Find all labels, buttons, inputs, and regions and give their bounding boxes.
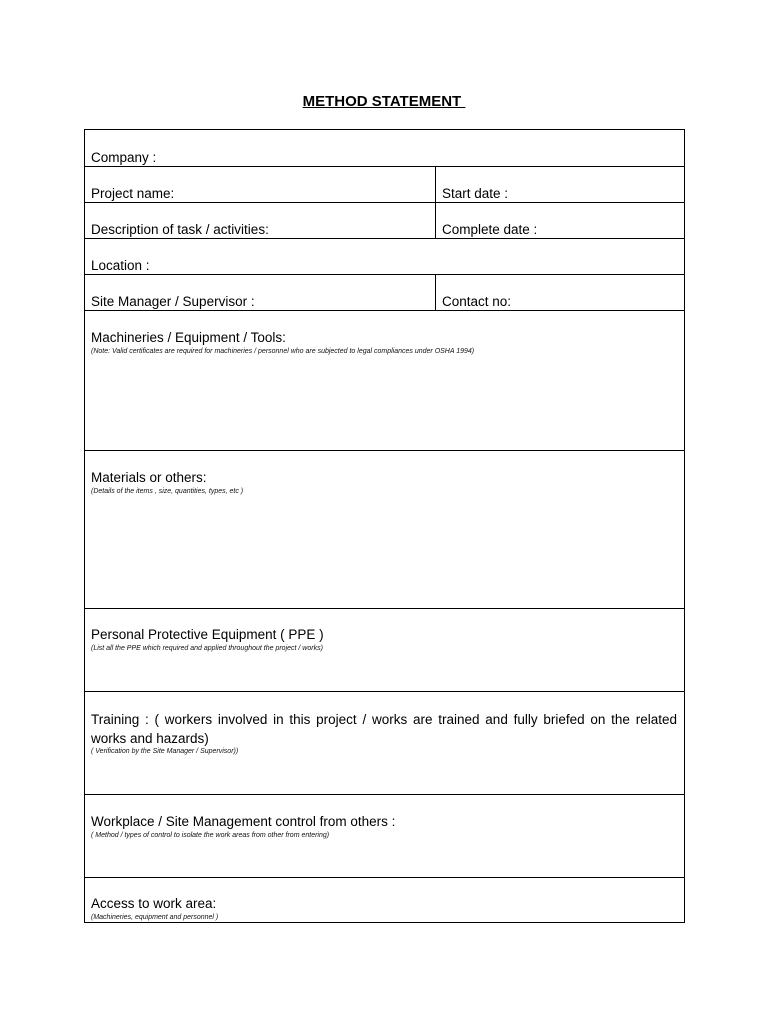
workplace-label: Workplace / Site Management control from others : <box>91 814 396 829</box>
row-project <box>85 166 684 202</box>
workplace-note: ( Method / types of control to isolate the work areas from other from entering) <box>91 832 330 839</box>
row-site-manager <box>85 274 684 310</box>
section-access[interactable] <box>85 877 684 922</box>
row-description <box>85 202 684 238</box>
ppe-note: (List all the PPE which required and applied throughout the project / works) <box>91 645 323 652</box>
description-field[interactable] <box>85 203 435 238</box>
section-training[interactable] <box>85 691 684 794</box>
training-label: Training : ( workers involved in this project / works are trained and fully briefed on the related works and hazards) <box>91 712 677 746</box>
method-statement-form <box>84 129 685 923</box>
start-date-field[interactable] <box>435 167 684 202</box>
access-note: (Machineries, equipment and personnel ) <box>91 914 219 921</box>
start-date-label: Start date : <box>442 186 509 201</box>
location-label: Location : <box>91 258 150 273</box>
section-ppe[interactable] <box>85 608 684 691</box>
row-location <box>85 238 684 274</box>
complete-date-label: Complete date : <box>442 222 538 237</box>
contact-no-field[interactable] <box>435 275 684 310</box>
row-company <box>85 130 684 166</box>
complete-date-field[interactable] <box>435 203 684 238</box>
project-name-label: Project name: <box>91 186 175 201</box>
section-machinery[interactable] <box>85 310 684 450</box>
company-label: Company : <box>91 150 157 165</box>
description-label: Description of task / activities: <box>91 222 269 237</box>
page-title <box>0 93 768 110</box>
training-note: ( Verification by the Site Manager / Supervisor)) <box>91 748 239 755</box>
site-manager-label: Site Manager / Supervisor : <box>91 294 255 309</box>
contact-no-label: Contact no: <box>442 294 512 309</box>
machinery-label: Machineries / Equipment / Tools: <box>91 330 286 345</box>
section-workplace[interactable] <box>85 794 684 877</box>
access-label: Access to work area: <box>91 896 217 911</box>
location-field[interactable] <box>85 239 684 274</box>
section-materials[interactable] <box>85 450 684 608</box>
materials-label: Materials or others: <box>91 470 207 485</box>
title-text: METHOD STATEMENT <box>302 93 466 110</box>
ppe-label: Personal Protective Equipment ( PPE ) <box>91 627 324 642</box>
machinery-note: (Note: Valid certificates are required for machineries / personnel who are subjected to legal compliances under OSHA 1994) <box>91 348 475 355</box>
project-name-field[interactable] <box>85 167 435 202</box>
materials-note: (Details of the items , size, quantities, types, etc ) <box>91 488 244 495</box>
company-field[interactable] <box>85 130 684 166</box>
site-manager-field[interactable] <box>85 275 435 310</box>
